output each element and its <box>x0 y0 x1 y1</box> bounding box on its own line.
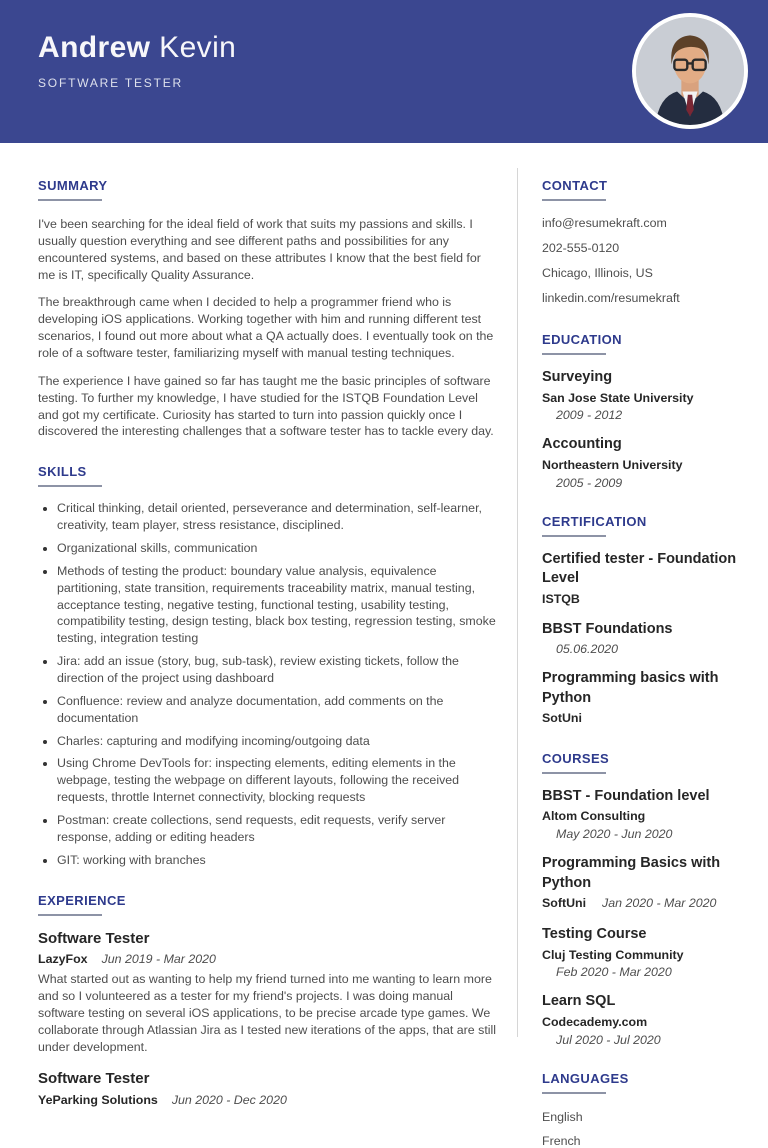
experience-section <box>38 893 497 1109</box>
experience-entry <box>38 930 497 1056</box>
skill-item: • Using Chrome DevTools for: inspecting elements, editing elements in the webpage, testing the webpage on different layouts, following the received requests, throttle Internet connectivity, blocking requests <box>57 755 497 806</box>
column-divider <box>517 168 518 1037</box>
education-dates: 2009 - 2012 <box>556 408 623 423</box>
course-dates: May 2020 - Jun 2020 <box>556 827 673 842</box>
education-degree: Surveying <box>542 368 613 385</box>
course-entry <box>542 992 756 1046</box>
title-underline <box>38 485 102 487</box>
skill-item: • Charles: capturing and modifying incoming/outgoing data <box>57 733 497 750</box>
title-underline <box>542 353 606 355</box>
certification-section <box>542 514 756 727</box>
course-entry <box>542 787 756 841</box>
contact-location: Chicago, Illinois, US <box>542 265 653 280</box>
course-provider-line <box>542 895 756 912</box>
experience-company: YeParking Solutions <box>38 1092 158 1107</box>
title-underline <box>542 199 606 201</box>
skills-list <box>38 500 497 868</box>
courses-title: COURSES <box>542 750 610 766</box>
language-item: English <box>542 1109 583 1124</box>
experience-title: EXPERIENCE <box>38 892 126 908</box>
course-entry <box>542 925 756 979</box>
education-entry <box>542 368 756 422</box>
experience-dates: Jun 2019 - Mar 2020 <box>101 952 216 967</box>
course-entry <box>542 854 756 912</box>
name-block <box>38 33 236 90</box>
contact-title: CONTACT <box>542 178 608 193</box>
languages-section <box>542 1071 756 1148</box>
title-underline <box>542 772 606 774</box>
skill-item: • Confluence: review and analyze documentation, add comments on the documentation <box>57 693 497 727</box>
sidebar-column <box>517 143 768 1148</box>
experience-company: LazyFox <box>38 952 88 967</box>
profile-photo <box>632 13 748 129</box>
first-name: Andrew <box>38 31 151 64</box>
title-underline <box>542 535 606 537</box>
experience-meta <box>38 1092 497 1109</box>
experience-description: What started out as wanting to help my friend turned into me wanting to learn more and so I volunteered as a tester for my friend's projects. I was doing manual software testing on several iOS applications, to be precise arcade type games. We collaborate through Atlassian Jira as I tested new iterations of the apps, that are still under development. <box>38 972 497 1055</box>
skill-item: • Critical thinking, detail oriented, perseverance and determination, self-learner, creativity, team player, stress resistance, disciplined. <box>57 500 497 534</box>
contact-phone: 202-555-0120 <box>542 240 620 255</box>
language-item: French <box>542 1133 581 1148</box>
courses-section <box>542 751 756 1047</box>
course-name: Testing Course <box>542 925 647 942</box>
job-title: SOFTWARE TESTER <box>38 76 184 90</box>
education-dates: 2005 - 2009 <box>556 475 623 490</box>
header <box>0 0 768 143</box>
certification-date: 05.06.2020 <box>556 641 619 656</box>
contact-linkedin: linkedin.com/resumekraft <box>542 290 680 305</box>
course-dates: Feb 2020 - Mar 2020 <box>556 965 672 980</box>
experience-entry <box>38 1070 497 1108</box>
last-name: Kevin <box>159 31 237 64</box>
education-school: San Jose State University <box>542 390 694 405</box>
certification-entry <box>542 669 756 727</box>
experience-role: Software Tester <box>38 1070 150 1088</box>
summary-paragraph: The breakthrough came when I decided to help a programmer friend who is developing iOS applications. Working together with him and running different test scenarios, I found out more about what a QA actually does. I eventually took on the role of a software tester, familiarizing myself with manual testing techniques. <box>38 295 494 361</box>
skills-section <box>38 464 497 868</box>
certification-name: Certified tester - Foundation Level <box>542 550 737 587</box>
experience-meta <box>38 951 497 968</box>
summary-paragraph: I've been searching for the ideal field of work that suits my passions and skills. I usually question everything and see different paths and possibilities for any encountered systems, and based on these attributes I know that the best field for me is IT, specifically Quality Assurance. <box>38 217 481 282</box>
main-column <box>0 143 517 1109</box>
languages-title: LANGUAGES <box>542 1070 629 1086</box>
education-school: Northeastern University <box>542 457 683 472</box>
course-name: Learn SQL <box>542 993 616 1010</box>
education-section <box>542 332 756 490</box>
education-title: EDUCATION <box>542 331 622 347</box>
education-entry <box>542 435 756 489</box>
course-dates: Jul 2020 - Jul 2020 <box>556 1032 661 1047</box>
certification-issuer: SotUni <box>542 711 582 726</box>
profile-photo-illustration <box>636 17 744 125</box>
skill-item: • Jira: add an issue (story, bug, sub-task), review existing tickets, follow the direction of the project using dashboard <box>57 653 497 687</box>
skills-title: SKILLS <box>38 464 87 480</box>
title-underline <box>38 914 102 916</box>
skill-item: • Methods of testing the product: boundary value analysis, equivalence partitioning, state transition, requirements traceability matrix, manual testing, acceptance testing, negative testing, functional testing, usability testing, compatibility testing, design testing, black box testing, regression testing, smoke testing, integration testing <box>57 563 497 647</box>
course-provider: Codecademy.com <box>542 1014 648 1029</box>
title-underline <box>38 199 102 201</box>
skill-item: • Postman: create collections, send requests, edit requests, verify server response, adding or editing headers <box>57 812 497 846</box>
certification-name: Programming basics with Python <box>542 669 719 706</box>
certification-entry <box>542 550 756 608</box>
summary-paragraph: The experience I have gained so far has taught me the basic principles of software testing. To further my knowledge, I have studied for the ISTQB Foundation Level and got my certificate. Curiosity has started to turn into passion quickly once I discovered the interesting challenges that a software tester has to tackle every day. <box>38 373 494 439</box>
contact-email: info@resumekraft.com <box>542 216 667 230</box>
skill-item: • GIT: working with branches <box>57 852 497 869</box>
candidate-name <box>38 33 236 63</box>
course-provider: Altom Consulting <box>542 809 646 824</box>
certification-issuer: ISTQB <box>542 591 580 606</box>
experience-dates: Jun 2020 - Dec 2020 <box>171 1092 287 1107</box>
summary-section <box>38 178 497 440</box>
experience-role: Software Tester <box>38 929 150 947</box>
skill-item: • Organizational skills, communication <box>57 540 497 557</box>
summary-title: SUMMARY <box>38 178 108 193</box>
course-provider: SoftUni <box>542 896 587 911</box>
contact-section <box>542 178 756 308</box>
certification-entry <box>542 620 756 656</box>
education-degree: Accounting <box>542 436 622 453</box>
course-name: BBST - Foundation level <box>542 787 710 804</box>
content <box>0 143 768 1148</box>
certification-name: BBST Foundations <box>542 621 673 638</box>
course-provider: Cluj Testing Community <box>542 947 684 962</box>
course-name: Programming Basics with Python <box>542 855 721 891</box>
certification-title: CERTIFICATION <box>542 513 647 529</box>
course-dates: Jan 2020 - Mar 2020 <box>602 896 717 911</box>
title-underline <box>542 1092 606 1094</box>
